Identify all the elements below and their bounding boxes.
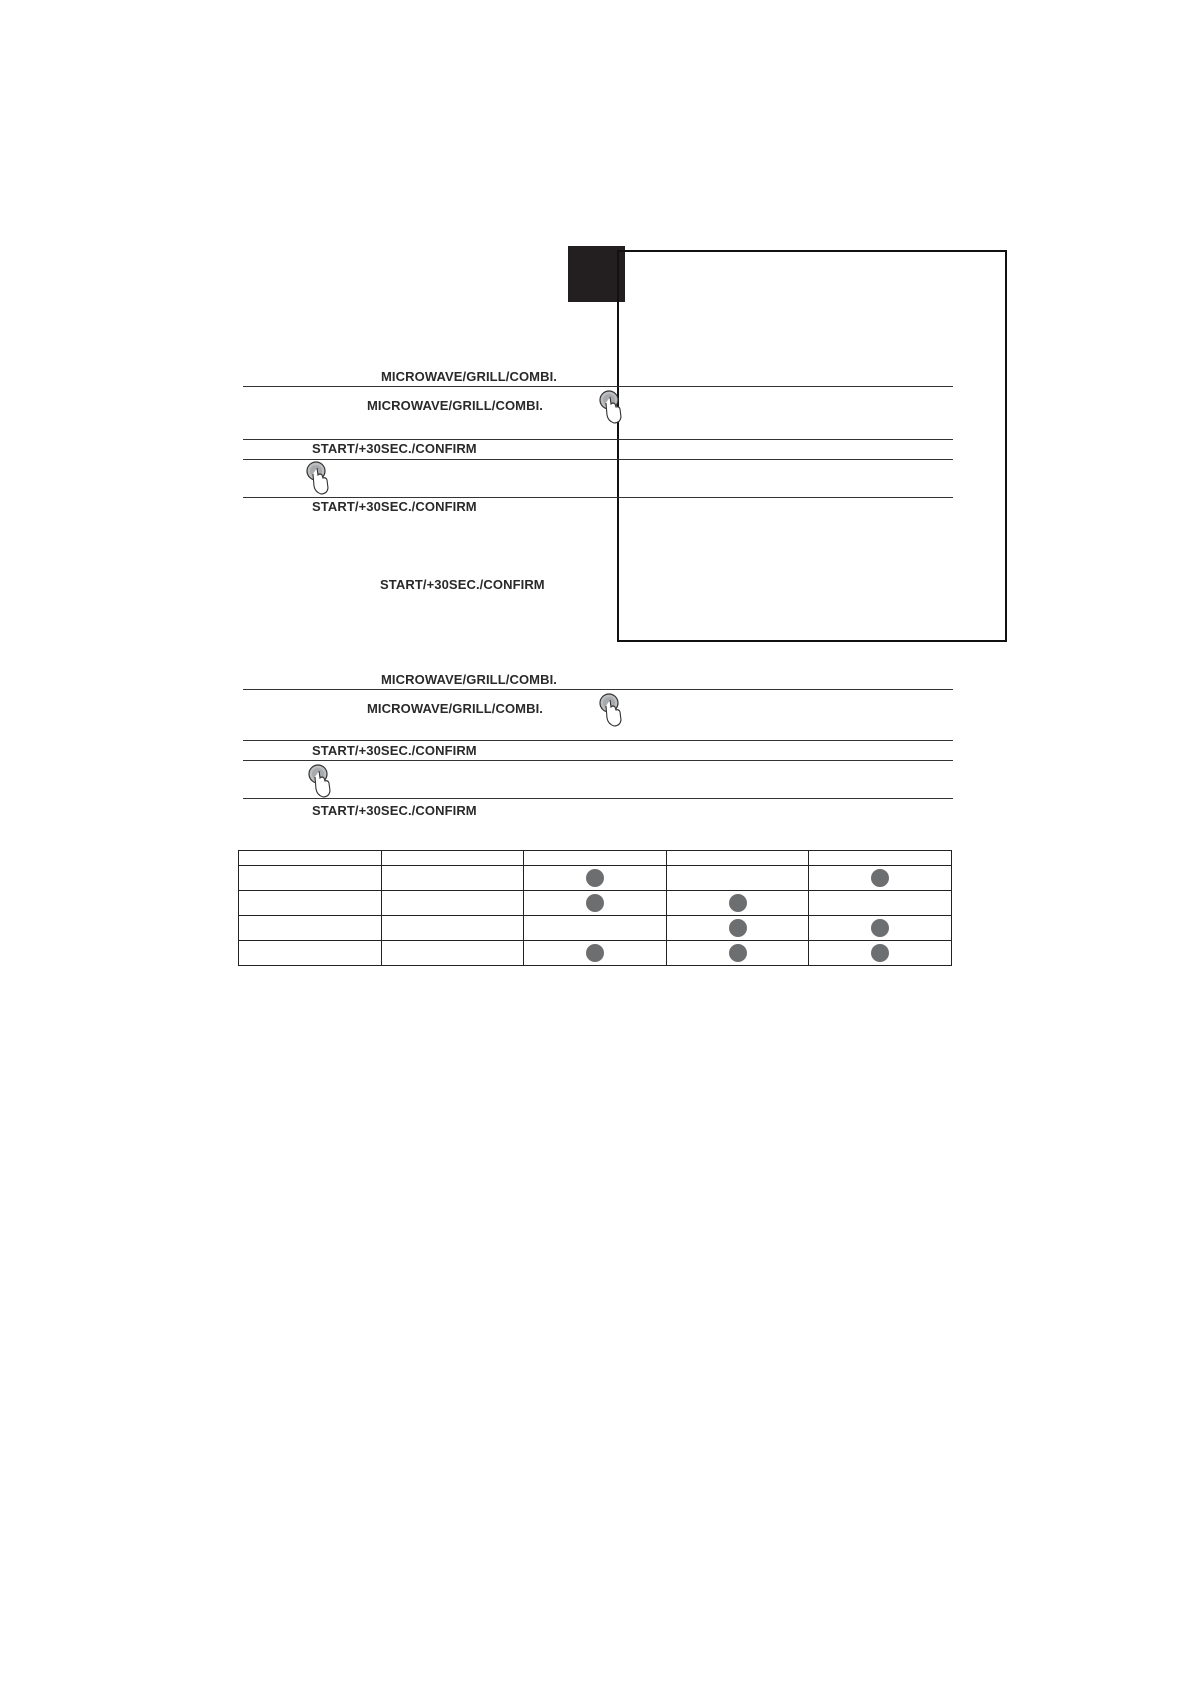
divider [243,439,953,440]
table-cell [524,941,667,966]
table-cell [381,891,524,916]
table-row [239,916,952,941]
indicator-dot-icon [871,919,889,937]
table-cell [666,916,809,941]
table-cell [239,851,382,866]
table-cell [239,866,382,891]
confirm-button-label: START/+30SEC./CONFIRM [312,743,477,758]
table-cell [666,851,809,866]
table-header-row [239,851,952,866]
indicator-dot-icon [586,894,604,912]
table-row [239,866,952,891]
divider [243,497,953,498]
confirm-button-label: START/+30SEC./CONFIRM [380,577,545,592]
table-cell [239,891,382,916]
confirm-button-label: START/+30SEC./CONFIRM [312,441,477,456]
table-cell [381,851,524,866]
dial-hand-icon [305,460,331,498]
indicator-dot-icon [586,944,604,962]
step-button-label: MICROWAVE/GRILL/COMBI. [367,398,544,413]
table-cell [666,866,809,891]
note-frame [617,250,1007,642]
table-cell [524,916,667,941]
table-cell [809,916,952,941]
table-cell [666,891,809,916]
dial-hand-icon [307,763,333,801]
table-cell [381,916,524,941]
table-cell [809,941,952,966]
table-cell [524,891,667,916]
dial-hand-icon [598,692,624,730]
table-cell [666,941,809,966]
table-cell [524,866,667,891]
table-row [239,891,952,916]
indicator-dot-icon [586,869,604,887]
divider [243,760,953,761]
table-cell [381,866,524,891]
table-cell [809,851,952,866]
table-row [239,941,952,966]
confirm-button-label: START/+30SEC./CONFIRM [312,803,477,818]
indicator-table [238,850,952,966]
divider [243,459,953,460]
step-button-label: MICROWAVE/GRILL/COMBI. [367,701,544,716]
indicator-dot-icon [871,944,889,962]
indicator-dot-icon [729,919,747,937]
confirm-button-label: START/+30SEC./CONFIRM [312,499,477,514]
heading-button-label: MICROWAVE/GRILL/COMBI. [381,369,558,384]
divider [243,386,953,387]
table-cell [524,851,667,866]
divider [243,798,953,799]
table-cell [809,891,952,916]
divider [243,689,953,690]
indicator-dot-icon [871,869,889,887]
heading-button-label: MICROWAVE/GRILL/COMBI. [381,672,558,687]
indicator-dot-icon [729,894,747,912]
dial-hand-icon [598,389,624,427]
table-cell [381,941,524,966]
divider [243,740,953,741]
table-cell [239,941,382,966]
table-cell [239,916,382,941]
table-cell [809,866,952,891]
indicator-dot-icon [729,944,747,962]
